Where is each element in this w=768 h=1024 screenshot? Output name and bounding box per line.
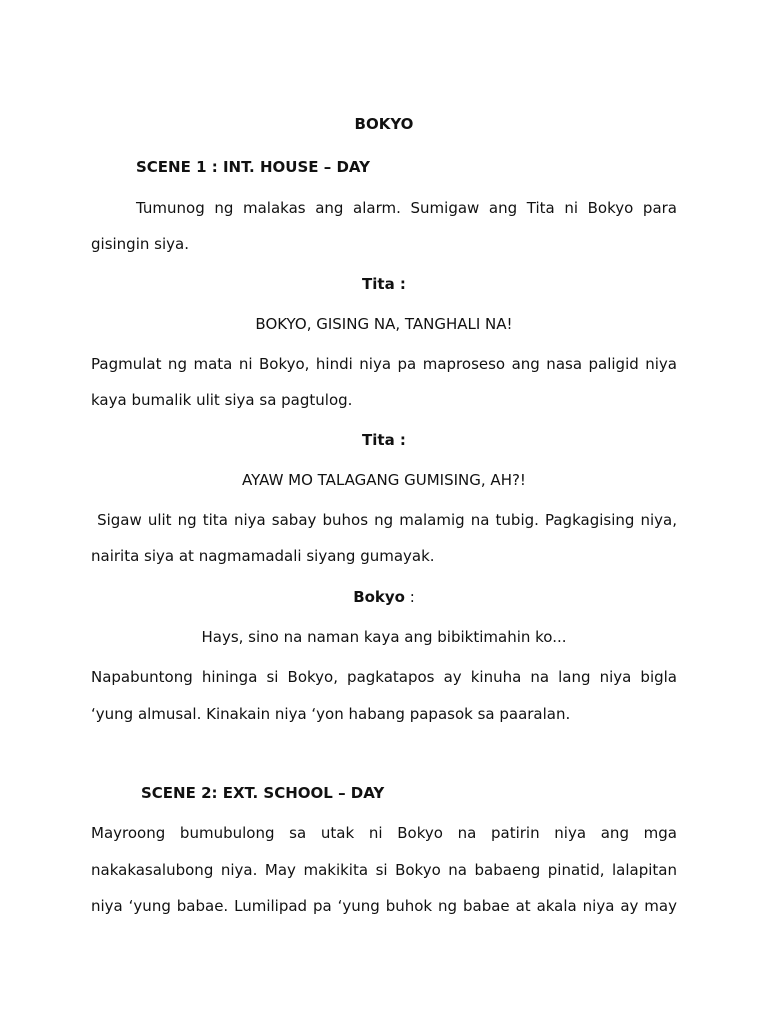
scene-2-paragraph-1-line-2: nakakasalubong niya. May makikita si Bokyo na babaeng pinatid, lalapitan (91, 861, 677, 879)
scene-2-paragraph-1-line-3: niya ‘yung babae. Lumilipad pa ‘yung buhok ng babae at akala niya ay may (91, 897, 677, 915)
scene-1-paragraph-2-line-2: kaya bumalik ulit siya sa pagtulog. (91, 391, 353, 409)
scene-1-heading: SCENE 1 : INT. HOUSE – DAY (136, 158, 370, 176)
scene-1-paragraph-4-line-2: ‘yung almusal. Kinakain niya ‘yon habang papasok sa paaralan. (91, 705, 571, 723)
scene-1-paragraph-4-line-1: Napabuntong hininga si Bokyo, pagkatapos ay kinuha na lang niya bigla (91, 668, 677, 686)
dialogue-2: AYAW MO TALAGANG GUMISING, AH?! (242, 471, 526, 489)
scene-1-paragraph-3-line-2: nairita siya at nagmamadali siyang gumayak. (91, 547, 435, 565)
speaker-bokyo (91, 587, 677, 607)
speaker-tita-2: Tita : (362, 431, 406, 449)
scene-2-heading: SCENE 2: EXT. SCHOOL – DAY (141, 784, 385, 802)
scene-1-paragraph-1-line-1: Tumunog ng malakas ang alarm. Sumigaw ang Tita ni Bokyo para (136, 199, 677, 217)
dialogue-3: Hays, sino na naman kaya ang bibiktimahin ko... (201, 628, 567, 646)
scene-1-paragraph-1-line-2: gisingin siya. (91, 235, 189, 253)
scene-1-paragraph-2-line-1: Pagmulat ng mata ni Bokyo, hindi niya pa maproseso ang nasa paligid niya (91, 355, 677, 373)
speaker-bokyo-name: Bokyo (353, 588, 405, 606)
scene-1-paragraph-3-line-1: Sigaw ulit ng tita niya sabay buhos ng malamig na tubig. Pagkagising niya, (91, 511, 677, 529)
script-title: BOKYO (354, 115, 414, 133)
dialogue-1: BOKYO, GISING NA, TANGHALI NA! (255, 315, 513, 333)
speaker-bokyo-colon: : (404, 588, 415, 606)
scene-2-paragraph-1-line-1: Mayroong bumubulong sa utak ni Bokyo na patirin niya ang mga (91, 824, 677, 842)
speaker-tita-1: Tita : (362, 275, 406, 293)
